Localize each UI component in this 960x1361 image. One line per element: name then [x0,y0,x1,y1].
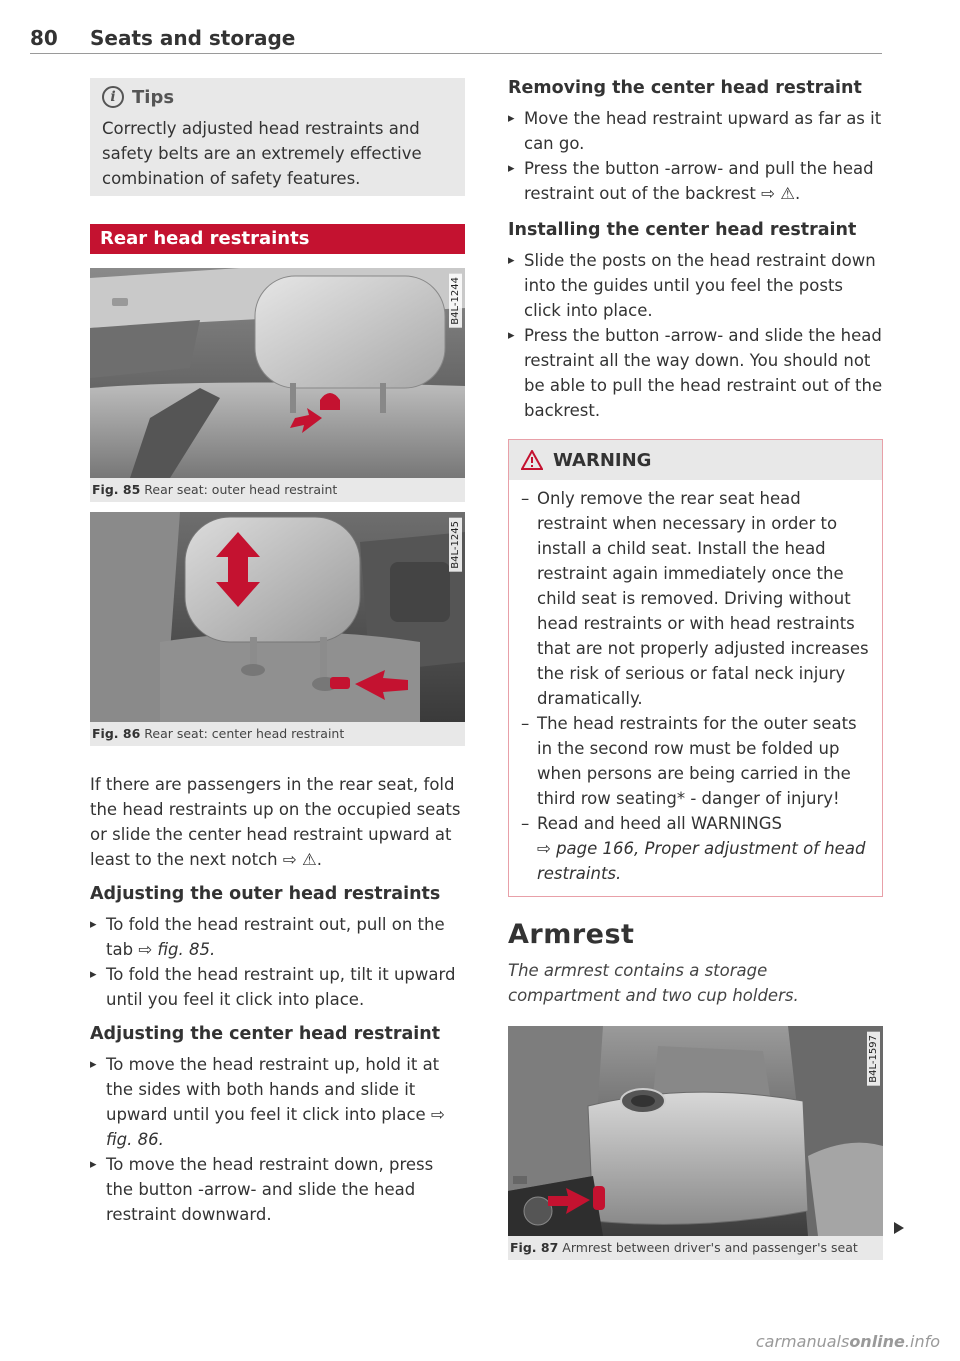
fig-86-image [90,512,465,722]
watermark-part-bold: online [849,1332,905,1351]
fig-87-image [508,1026,883,1236]
page-number: 80 [30,26,58,50]
page-166-link[interactable]: ⇨ page 166, Proper adjustment of head restraints. [537,839,866,883]
tips-title [102,86,453,108]
watermark-part: carmanuals [755,1332,850,1351]
list-item: ▸ Slide the posts on the head restraint down into the guides until you feel the posts click into place. [508,248,883,323]
step-text: To fold the head restraint out, pull on the tab [106,915,445,959]
fig-86-code: B4L-1245 [449,518,462,572]
footer-watermark [756,1332,940,1351]
fig-86-caption [90,722,465,746]
rear-head-restraints-heading: Rear head restraints [90,224,465,254]
installing-steps [508,248,883,423]
fig-87-code: B4L-1597 [867,1032,880,1086]
list-item: ▸ To fold the head restraint up, tilt it upward until you feel it click into place. [90,962,465,1012]
warning-header [509,440,882,480]
fig-86-link[interactable]: ⇨ fig. 86. [106,1105,445,1149]
continue-arrow-icon [894,1222,904,1234]
list-item: ▸ Press the button -arrow- and slide the head restraint all the way down. You should not be able to pull the head restraint out of the backrest. [508,323,883,423]
fig-85-caption [90,478,465,502]
fig-87-label: Fig. 87 [510,1240,559,1255]
fig-85-link[interactable]: ⇨ fig. 85. [138,940,216,959]
center-head-restraint-illustration [90,512,465,722]
tips-box [90,78,465,196]
center-restraint-heading: Adjusting the center head restraint [90,1024,441,1044]
armrest-illustration [508,1026,883,1236]
fig-85-caption-text: Rear seat: outer head restraint [144,482,338,497]
armrest-heading: Armrest [508,919,635,950]
info-icon: i [102,86,124,108]
rear-intro-text: If there are passengers in the rear seat, fold the head restraints up on the occupied seats or slide the center head restraint upward at least to the next notch ⇨ ⚠. [90,775,461,869]
fig-85-code: B4L-1244 [449,274,462,328]
warning-title: WARNING [553,449,652,471]
tips-label: Tips [132,86,175,108]
armrest-intro: The armrest contains a storage compartment and two cup holders. [508,961,799,1005]
list-item: ▸ Move the head restraint upward as far as it can go. [508,106,883,156]
right-column [508,78,883,1260]
step-text: To move the head restraint up, hold it at the sides with both hands and slide it upward until you feel it click into place [106,1055,440,1124]
warning-items [521,486,870,886]
section-title: Seats and storage [90,26,296,50]
list-item: – Only remove the rear seat head restraint when necessary in order to install a child seat. Install the head restraint again immediately once the child seat is removed. Driving without head restraints or with head restraints that are not properly adjusted increases the risk of serious or fatal neck injury dramatically. [521,486,870,711]
fig-86-label: Fig. 86 [92,726,141,741]
list-item: – The head restraints for the outer seats in the second row must be folded up when persons are being carried in the third row seating* - danger of injury! [521,711,870,811]
fig-87-caption-text: Armrest between driver's and passenger's seat [562,1240,858,1255]
left-column [90,78,465,1227]
list-item [90,1052,465,1152]
warning-text: Read and heed all WARNINGS [537,814,782,833]
fig-87-caption [508,1236,883,1260]
figure-85 [90,268,465,502]
page-header [30,24,882,54]
outer-restraints-heading: Adjusting the outer head restraints [90,884,441,904]
outer-head-restraint-illustration [90,268,465,478]
fig-85-image [90,268,465,478]
removing-steps [508,106,883,206]
removing-heading: Removing the center head restraint [508,78,862,98]
outer-restraints-steps [90,912,465,1012]
watermark-part: .info [904,1332,940,1351]
list-item [521,811,870,886]
installing-heading: Installing the center head restraint [508,220,857,240]
list-item [90,912,465,962]
fig-86-caption-text: Rear seat: center head restraint [144,726,345,741]
warning-box [508,439,883,897]
tips-text: Correctly adjusted head restraints and safety belts are an extremely effective combination of safety features. [102,119,422,188]
fig-85-label: Fig. 85 [92,482,141,497]
figure-86 [90,512,465,746]
warning-body [509,480,882,896]
center-restraint-steps [90,1052,465,1227]
figure-87 [508,1026,883,1260]
list-item: ▸ Press the button -arrow- and pull the head restraint out of the backrest ⇨ ⚠. [508,156,883,206]
list-item: ▸ To move the head restraint down, press the button -arrow- and slide the head restraint downward. [90,1152,465,1227]
warning-triangle-icon [521,450,543,470]
